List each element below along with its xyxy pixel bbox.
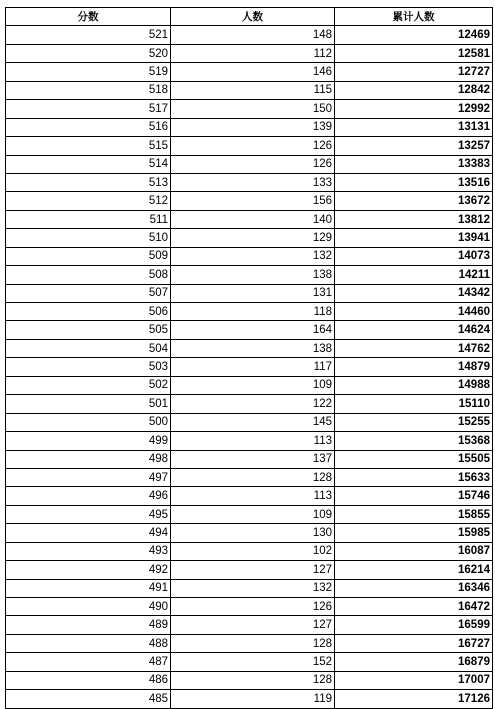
cell-cumulative: 16214 [335, 561, 493, 579]
cell-count: 128 [171, 634, 335, 652]
table-body [6, 26, 493, 708]
cell-count: 109 [171, 376, 335, 394]
cell-count: 118 [171, 303, 335, 321]
cell-cumulative: 15855 [335, 505, 493, 523]
cell-score: 508 [6, 266, 171, 284]
table-row [6, 44, 493, 62]
cell-score: 517 [6, 100, 171, 118]
cell-score: 512 [6, 192, 171, 210]
cell-score: 515 [6, 137, 171, 155]
cell-cumulative: 12581 [335, 44, 493, 62]
cell-count: 164 [171, 321, 335, 339]
cell-count: 127 [171, 561, 335, 579]
cell-count: 117 [171, 358, 335, 376]
cell-count: 152 [171, 653, 335, 671]
cell-count: 130 [171, 524, 335, 542]
table-row [6, 173, 493, 191]
cell-score: 507 [6, 284, 171, 302]
table-row [6, 81, 493, 99]
cell-cumulative: 17007 [335, 671, 493, 689]
table-row [6, 192, 493, 210]
cell-cumulative: 13131 [335, 118, 493, 136]
cell-count: 139 [171, 118, 335, 136]
table-row [6, 450, 493, 468]
cell-count: 113 [171, 487, 335, 505]
cell-count: 132 [171, 247, 335, 265]
table-row [6, 413, 493, 431]
cell-count: 132 [171, 579, 335, 597]
table-row [6, 432, 493, 450]
table-row [6, 247, 493, 265]
cell-count: 148 [171, 26, 335, 44]
cell-cumulative: 16472 [335, 598, 493, 616]
cell-cumulative: 15746 [335, 487, 493, 505]
table-row [6, 376, 493, 394]
cell-count: 126 [171, 598, 335, 616]
cell-count: 109 [171, 505, 335, 523]
cell-score: 496 [6, 487, 171, 505]
cell-score: 506 [6, 303, 171, 321]
cell-score: 491 [6, 579, 171, 597]
cell-score: 489 [6, 616, 171, 634]
cell-count: 126 [171, 155, 335, 173]
cell-score: 497 [6, 468, 171, 486]
cell-score: 502 [6, 376, 171, 394]
cell-count: 138 [171, 266, 335, 284]
cell-score: 519 [6, 63, 171, 81]
cell-cumulative: 13257 [335, 137, 493, 155]
cell-cumulative: 14988 [335, 376, 493, 394]
table-row [6, 579, 493, 597]
cell-count: 156 [171, 192, 335, 210]
cell-cumulative: 13383 [335, 155, 493, 173]
cell-cumulative: 13516 [335, 173, 493, 191]
table-row [6, 155, 493, 173]
table-row [6, 542, 493, 560]
cell-score: 487 [6, 653, 171, 671]
cell-cumulative: 16599 [335, 616, 493, 634]
cell-cumulative: 14762 [335, 339, 493, 357]
cell-cumulative: 12992 [335, 100, 493, 118]
cell-score: 504 [6, 339, 171, 357]
column-header-score: 分数 [6, 8, 171, 26]
cell-score: 521 [6, 26, 171, 44]
cell-score: 499 [6, 432, 171, 450]
cell-count: 137 [171, 450, 335, 468]
cell-score: 500 [6, 413, 171, 431]
cell-count: 140 [171, 210, 335, 228]
cell-count: 128 [171, 671, 335, 689]
cell-cumulative: 13941 [335, 229, 493, 247]
cell-cumulative: 15110 [335, 395, 493, 413]
cell-count: 138 [171, 339, 335, 357]
cell-score: 511 [6, 210, 171, 228]
cell-score: 490 [6, 598, 171, 616]
table-row [6, 505, 493, 523]
cell-cumulative: 16346 [335, 579, 493, 597]
cell-count: 145 [171, 413, 335, 431]
table-row [6, 671, 493, 689]
table-row [6, 339, 493, 357]
cell-cumulative: 13672 [335, 192, 493, 210]
cell-score: 516 [6, 118, 171, 136]
cell-cumulative: 16087 [335, 542, 493, 560]
table-row [6, 561, 493, 579]
table-row [6, 468, 493, 486]
cell-score: 509 [6, 247, 171, 265]
cell-count: 113 [171, 432, 335, 450]
cell-score: 520 [6, 44, 171, 62]
cell-count: 127 [171, 616, 335, 634]
cell-score: 495 [6, 505, 171, 523]
cell-cumulative: 15633 [335, 468, 493, 486]
cell-count: 131 [171, 284, 335, 302]
cell-score: 493 [6, 542, 171, 560]
cell-count: 126 [171, 137, 335, 155]
table-row [6, 63, 493, 81]
cell-score: 503 [6, 358, 171, 376]
cell-cumulative: 17126 [335, 690, 493, 708]
cell-cumulative: 15255 [335, 413, 493, 431]
cell-count: 112 [171, 44, 335, 62]
table-row [6, 690, 493, 708]
cell-cumulative: 13812 [335, 210, 493, 228]
cell-score: 518 [6, 81, 171, 99]
table-row [6, 266, 493, 284]
table-row [6, 598, 493, 616]
cell-count: 146 [171, 63, 335, 81]
table-row [6, 487, 493, 505]
cell-count: 133 [171, 173, 335, 191]
table-row [6, 26, 493, 44]
table-row [6, 210, 493, 228]
table-row [6, 284, 493, 302]
table-header-row [6, 8, 493, 26]
cell-score: 505 [6, 321, 171, 339]
table-row [6, 229, 493, 247]
cell-cumulative: 14073 [335, 247, 493, 265]
cell-score: 514 [6, 155, 171, 173]
cell-count: 102 [171, 542, 335, 560]
table-row [6, 616, 493, 634]
score-distribution-sheet [5, 7, 493, 709]
cell-score: 513 [6, 173, 171, 191]
cell-cumulative: 16727 [335, 634, 493, 652]
cell-score: 486 [6, 671, 171, 689]
cell-cumulative: 14342 [335, 284, 493, 302]
cell-score: 498 [6, 450, 171, 468]
cell-cumulative: 12469 [335, 26, 493, 44]
table-row [6, 395, 493, 413]
table-row [6, 321, 493, 339]
cell-cumulative: 16879 [335, 653, 493, 671]
cell-cumulative: 15505 [335, 450, 493, 468]
cell-cumulative: 12727 [335, 63, 493, 81]
cell-count: 128 [171, 468, 335, 486]
cell-cumulative: 15985 [335, 524, 493, 542]
cell-score: 492 [6, 561, 171, 579]
cell-cumulative: 14879 [335, 358, 493, 376]
table-row [6, 524, 493, 542]
cell-cumulative: 14460 [335, 303, 493, 321]
column-header-count: 人数 [171, 8, 335, 26]
cell-cumulative: 12842 [335, 81, 493, 99]
table-row [6, 137, 493, 155]
cell-score: 488 [6, 634, 171, 652]
table-row [6, 118, 493, 136]
cell-cumulative: 14624 [335, 321, 493, 339]
cell-count: 122 [171, 395, 335, 413]
cell-count: 115 [171, 81, 335, 99]
table-row [6, 653, 493, 671]
cell-score: 494 [6, 524, 171, 542]
cell-count: 150 [171, 100, 335, 118]
score-distribution-table [5, 7, 493, 709]
cell-count: 129 [171, 229, 335, 247]
cell-count: 119 [171, 690, 335, 708]
table-row [6, 100, 493, 118]
cell-cumulative: 14211 [335, 266, 493, 284]
cell-score: 501 [6, 395, 171, 413]
cell-score: 510 [6, 229, 171, 247]
cell-score: 485 [6, 690, 171, 708]
column-header-cumulative: 累计人数 [335, 8, 493, 26]
table-row [6, 358, 493, 376]
table-row [6, 303, 493, 321]
cell-cumulative: 15368 [335, 432, 493, 450]
table-row [6, 634, 493, 652]
